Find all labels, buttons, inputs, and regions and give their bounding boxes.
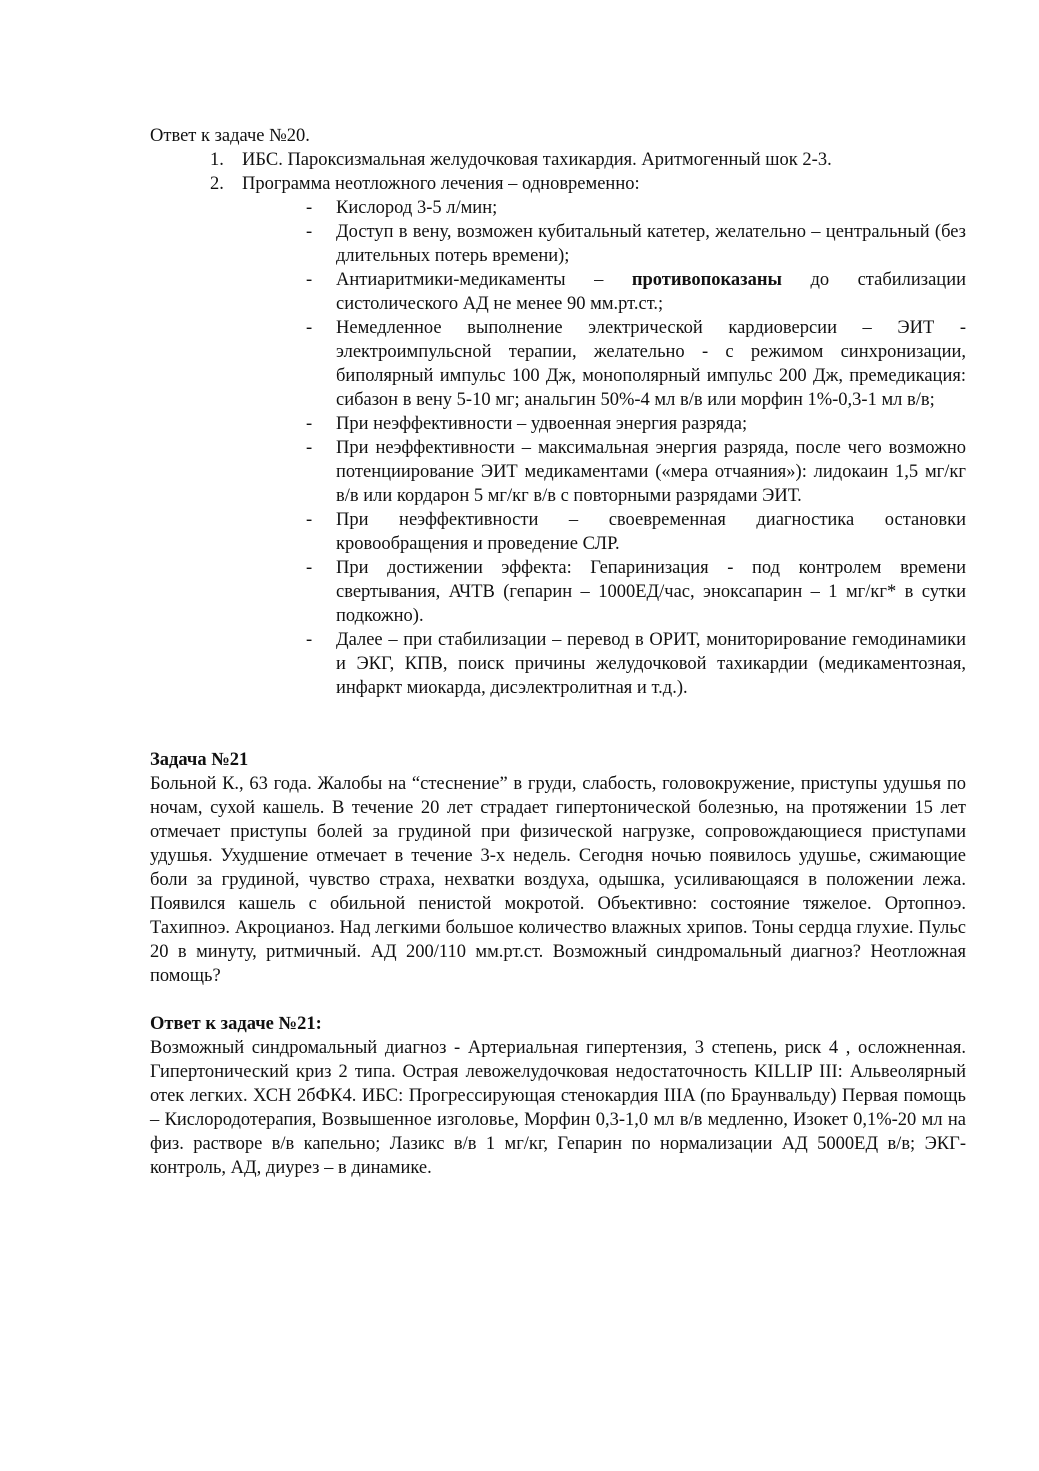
list-item-text: Кислород 3-5 л/мин;: [336, 198, 498, 218]
list-item: [306, 220, 966, 268]
dash-bullet: -: [306, 198, 313, 218]
dash-bullet: -: [306, 630, 313, 650]
answer20-heading: Ответ к задаче №20.: [150, 126, 310, 146]
list-item: [150, 172, 966, 196]
list-item-text: Доступ в вену, возможен кубитальный катетер, желательно – центральный (без длительных потерь времени);: [336, 222, 966, 266]
dash-bullet: -: [306, 510, 313, 530]
dash-bullet: -: [306, 438, 313, 458]
dash-bullet: -: [306, 414, 313, 434]
list-item-text: ИБС. Пароксизмальная желудочковая тахикардия. Аритмогенный шок 2-3.: [242, 150, 832, 170]
contraindicated-emphasis: противопоказаны: [631, 270, 782, 290]
list-item-number: 1.: [210, 150, 224, 170]
dash-bullet: -: [306, 270, 313, 290]
document-page: [150, 124, 966, 1180]
list-item-text: При неэффективности – своевременная диагностика остановки кровообращения и проведение СЛР.: [336, 510, 966, 554]
list-item: [306, 436, 966, 508]
list-item-text: Далее – при стабилизации – перевод в ОРИТ, мониторирование гемодинамики и ЭКГ, КПВ, поиск причины желудочковой тахикардии (медикаментозная, инфаркт миокарда, дисэлектролитная и т.д.).: [336, 630, 966, 698]
dash-bullet: -: [306, 318, 313, 338]
answer21-text: Возможный синдромальный диагноз - Артериальная гипертензия, 3 степень, риск 4 , осложненная. Гипертонический криз 2 типа. Острая левожелудочковая недостаточность KILLIP III: Альвеолярный отек легких. ХСН 2бФК4. ИБС: Прогрессирующая стенокардия IIIA (по Браунвальду) Первая помощь – Кислородотерапия, Возвышенное изголовье, Морфин 0,3-1,0 мл в/в медленно, Изокет 0,1%-20 мл на физ. растворе в/в капельно; Лазикс в/в 1 мг/кг, Гепарин по нормализации АД 5000ЕД в/в; ЭКГ-контроль, АД, диурез – в динамике.: [150, 1038, 966, 1178]
answer21-title: Ответ к задаче №21:: [150, 1014, 322, 1034]
task21-title: Задача №21: [150, 750, 249, 770]
list-item-text: При достижении эффекта: Гепаринизация - под контролем времени свертывания, АЧТВ (гепарин – 1000ЕД/час, эноксапарин – 1 мг/кг* в сутки подкожно).: [336, 558, 966, 626]
list-item-text-part: до стабилизации систолического АД не менее 90 мм.рт.ст.;: [336, 270, 966, 314]
list-item: [150, 148, 966, 172]
task21-section: [150, 748, 966, 988]
list-item-text: Немедленное выполнение электрической кардиоверсии – ЭИТ - электроимпульсной терапии, желательно - с режимом синхронизации, биполярный импульс 100 Дж, монополярный импульс 200 Дж, премедикация: сибазон в вену 5-10 мг; анальгин 50%-4 мл в/в или морфин 1%-0,3-1 мл в/в;: [336, 318, 966, 410]
list-item: [306, 556, 966, 628]
list-item-text-part: Антиаритмики-медикаменты –: [336, 270, 632, 290]
list-item: [306, 196, 966, 220]
list-item-text: При неэффективности – максимальная энергия разряда, после чего возможно потенциирование ЭИТ медикаментами («мера отчаяния»): лидокаин 1,5 мг/кг в/в или кордарон 5 мг/кг в/в с повторными разрядами ЭИТ.: [336, 438, 966, 506]
treatment-dash-list: [306, 196, 966, 700]
list-item: [306, 316, 966, 412]
answer21-section: [150, 1012, 966, 1180]
list-item: [306, 628, 966, 700]
list-item: [306, 508, 966, 556]
task21-text: Больной К., 63 года. Жалобы на “стеснение” в груди, слабость, головокружение, приступы удушья по ночам, сухой кашель. В течение 20 лет страдает гипертонической болезнью, на протяжении 15 лет отмечает приступы болей за грудиной при физической нагрузке, сопровождающиеся приступами удушья. Ухудшение отмечает в течение 3-х недель. Сегодня ночью появилось удушье, сжимающие боли за грудиной, чувство страха, нехватки воздуха, одышка, усиливающаяся в положении лежа. Появился кашель с обильной пенистой мокротой. Объективно: состояние тяжелое. Ортопноэ. Тахипноэ. Акроцианоз. Над легкими большое количество влажных хрипов. Тоны сердца глухие. Пульс 20 в минуту, ритмичный. АД 200/110 мм.рт.ст. Возможный синдромальный диагноз? Неотложная помощь?: [150, 774, 966, 986]
dash-bullet: -: [306, 558, 313, 578]
dash-bullet: -: [306, 222, 313, 242]
list-item-text: Программа неотложного лечения – одновременно:: [242, 174, 640, 194]
list-item-number: 2.: [210, 174, 224, 194]
list-item: [306, 412, 966, 436]
answer20-numbered-list: [150, 148, 966, 196]
list-item: [306, 268, 966, 316]
list-item-text: При неэффективности – удвоенная энергия разряда;: [336, 414, 748, 434]
